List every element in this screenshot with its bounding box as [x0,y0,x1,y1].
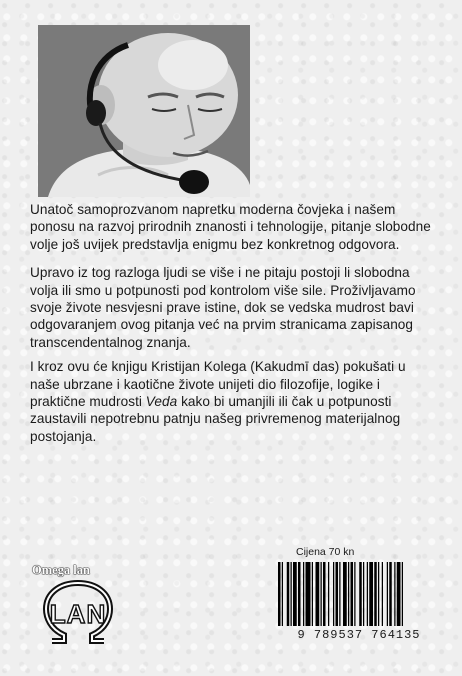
barcode-bar [387,562,388,626]
barcode-bar [312,562,313,626]
barcode-bar [328,562,329,626]
paragraph-3-text-a: I kroz ovu će knjigu Kristijan Kolega (Kakudmī das) pokušati u naše ubrzane i kaotične živote unijeti dio filozofije, logike i praktične mudrosti [30,359,406,410]
barcode-digits: 9 789537 764135 [297,628,421,642]
barcode-bar [298,562,301,626]
isbn-barcode [268,560,450,646]
barcode-bar [369,562,373,626]
barcode-bar [323,562,326,626]
author-photo [38,25,250,197]
paragraph-2-text: Upravo iz tog razloga ljudi se više i ne pitaju postoji li slobodna volja ili smo u potpunosti pod kontrolom više sile. Proživljavamo svoje živote nesvjesni prave istine, dok se vedska mudrost bavi odgovaranjem ovog pitanja već na prvim stranicama zapisanog transcendentalnog znanja. [30,265,416,350]
barcode-bar [306,562,311,626]
barcode-bar [378,562,379,626]
barcode-bar [363,562,364,626]
paragraph-3-italic-veda: Veda [145,394,178,410]
barcode-bar [374,562,377,626]
barcode-bar [336,562,339,626]
barcode-bar [359,562,362,626]
logo-letters: LAN [49,599,107,629]
blurb-paragraph-1 [30,201,435,253]
barcode-bar [354,562,355,626]
barcode-bar [282,562,283,626]
publisher-name: Omega lan [32,563,90,577]
barcode-bar [402,562,403,626]
barcode-bar [343,562,347,626]
man-with-headset-image [38,25,250,197]
blurb-paragraph-2 [30,264,435,351]
barcode-bar [389,562,392,626]
barcode-bars [268,560,450,630]
paragraph-1-text: Unatoč samoprozvanom napretku moderna čovjeka i našem ponosu na razvoj prirodnih znanosti i tehnologije, pitanje slobodne volje još uvijek predstavlja enigmu bez konkretnog odgovora. [30,202,431,252]
price-label: Cijena 70 kn [296,546,355,558]
barcode-bar [367,562,368,626]
barcode-bar [293,562,297,626]
blurb-paragraph-3 [30,358,435,445]
barcode-bar [348,562,349,626]
paragraph-3-text-b: kako bi umanjili ili čak u potpunosti zaustavili nepotrebnu patnju našeg privremenog materijalnog postojanja. [30,394,401,444]
barcode-bar [397,562,401,626]
publisher-logo [30,563,125,648]
barcode-bar [278,562,281,626]
barcode-bar [339,562,340,626]
barcode-bar [333,562,334,626]
back-cover-blurb [30,201,435,456]
barcode-bar [303,562,304,626]
barcode-bar [316,562,320,626]
barcode-bar [287,562,290,626]
barcode-bar [382,562,383,626]
barcode-bar [291,562,292,626]
barcode-bar [351,562,354,626]
barcode-bar [321,562,322,626]
barcode-bar [394,562,395,626]
